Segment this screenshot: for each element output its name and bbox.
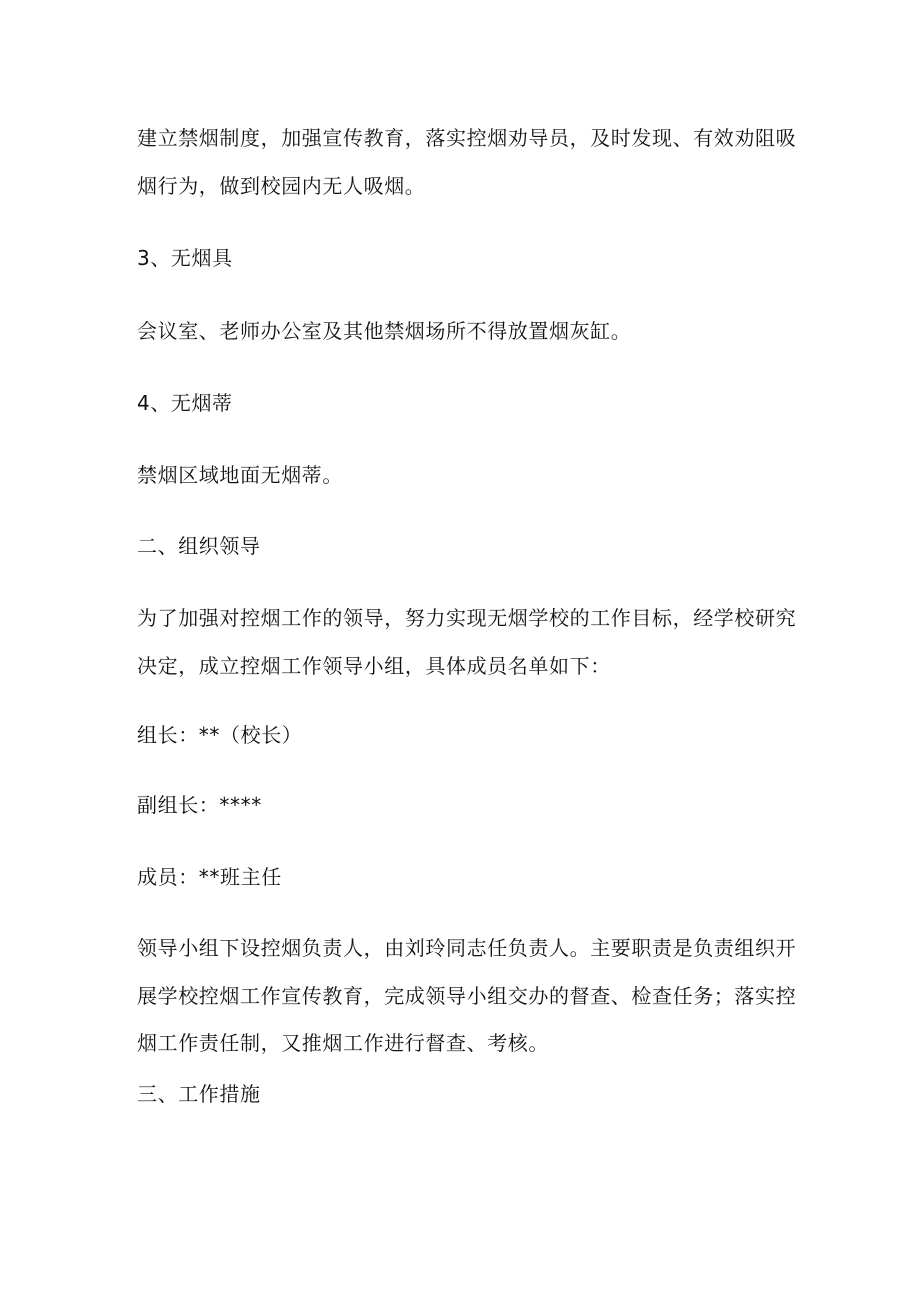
- paragraph-no-ashtray: 会议室、老师办公室及其他禁烟场所不得放置烟灰缸。: [137, 319, 632, 343]
- paragraph-duties-line-2: 展学校控烟工作宣传教育，完成领导小组交办的督查、检查任务；落实控: [137, 984, 797, 1008]
- paragraph-no-cigarette-butts: 禁烟区域地面无烟蒂。: [137, 463, 343, 487]
- heading-organization-leadership: 二、组织领导: [137, 534, 261, 558]
- member-deputy-leader: 副组长：****: [137, 793, 262, 817]
- paragraph-1-line-1: 建立禁烟制度，加强宣传教育，落实控烟劝导员，及时发现、有效劝阻吸: [137, 126, 797, 150]
- member-members: 成员：**班主任: [137, 865, 282, 889]
- paragraph-duties-line-3: 烟工作责任制，又推烟工作进行督查、考核。: [137, 1031, 549, 1055]
- heading-work-measures: 三、工作措施: [137, 1082, 261, 1106]
- section-heading-no-cigarette-butts: 4、无烟蒂: [137, 391, 233, 415]
- member-team-leader: 组长：**（校长）: [137, 723, 303, 747]
- paragraph-leadership-line-1: 为了加强对控烟工作的领导，努力实现无烟学校的工作目标，经学校研究: [137, 606, 797, 630]
- paragraph-leadership-line-2: 决定，成立控烟工作领导小组，具体成员名单如下：: [137, 654, 611, 678]
- paragraph-duties-line-1: 领导小组下设控烟负责人，由刘玲同志任负责人。主要职责是负责组织开: [137, 936, 797, 960]
- paragraph-1-line-2: 烟行为，做到校园内无人吸烟。: [137, 174, 426, 198]
- section-heading-no-ashtray: 3、无烟具: [137, 246, 233, 270]
